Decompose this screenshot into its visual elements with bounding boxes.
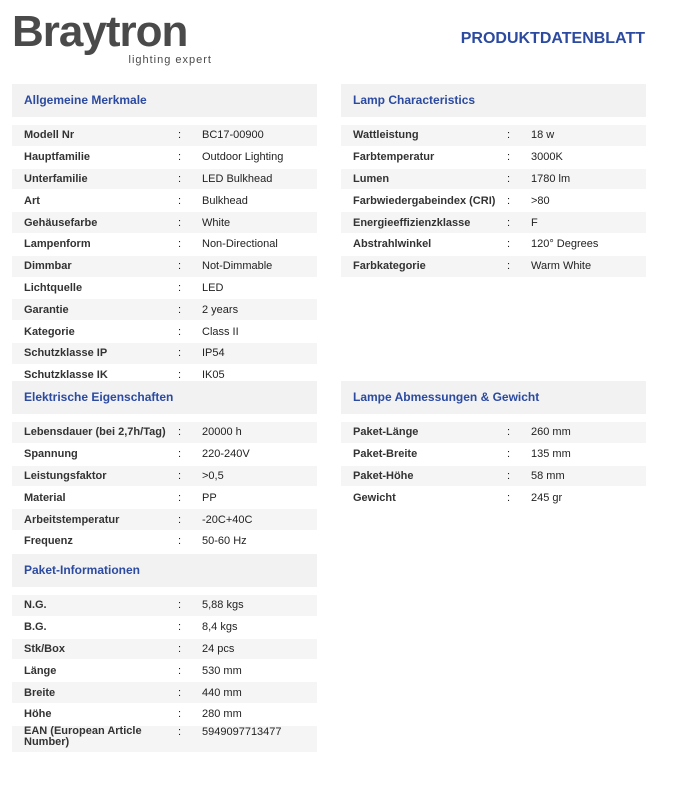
section-lampe-abmessungen [341,381,646,509]
brand-logo [12,7,222,68]
spec-separator: : [178,347,182,360]
spec-value: PP [202,491,217,504]
spec-label: Art [24,194,40,207]
spec-separator: : [178,513,182,526]
spec-separator: : [507,194,511,207]
spec-separator: : [178,369,182,382]
spec-table [12,422,317,553]
spec-separator: : [507,238,511,251]
spec-row [12,422,317,444]
spec-separator: : [178,448,182,461]
spec-separator: : [178,129,182,142]
spec-row [12,466,317,488]
spec-value: 1780 lm [531,172,571,185]
spec-row [12,682,317,704]
spec-separator: : [178,325,182,338]
spec-label: Stk/Box [24,642,65,655]
spec-label: Lampenform [24,238,91,251]
spec-value: 8,4 kgs [202,621,238,634]
spec-value: 18 w [531,129,555,142]
spec-label: Schutzklasse IP [24,347,108,360]
spec-label: Material [24,491,66,504]
spec-separator: : [507,151,511,164]
spec-label: Leistungsfaktor [24,469,107,482]
spec-value: BC17-00900 [202,129,264,142]
spec-value: Outdoor Lighting [202,151,284,164]
spec-separator: : [178,216,182,229]
spec-value: 280 mm [202,708,242,721]
spec-label: Abstrahlwinkel [353,238,432,251]
spec-label: Gehäusefarbe [24,216,98,229]
spec-row [341,256,646,278]
spec-value: Non-Directional [202,238,278,251]
spec-row [341,422,646,444]
spec-row [12,595,317,617]
spec-separator: : [178,469,182,482]
spec-separator: : [507,448,511,461]
spec-row [341,125,646,147]
spec-label: Unterfamilie [24,172,88,185]
spec-table [341,125,646,278]
spec-separator: : [507,260,511,273]
spec-separator: : [178,664,182,677]
spec-label: B.G. [24,621,47,634]
spec-value: 260 mm [531,426,571,439]
spec-label: Frequenz [24,535,73,548]
spec-separator: : [178,303,182,316]
spec-table [341,422,646,509]
spec-separator: : [507,172,511,185]
spec-separator: : [178,642,182,655]
spec-row [12,444,317,466]
spec-value: 50-60 Hz [202,535,247,548]
section-allgemeine-merkmale [12,84,317,387]
spec-row [341,169,646,191]
section-paket-informationen [12,554,317,753]
spec-separator: : [507,216,511,229]
spec-row [341,147,646,169]
spec-value: 2 years [202,303,239,316]
spec-separator: : [507,426,511,439]
spec-label: Farbkategorie [353,260,426,273]
spec-value: 3000K [531,151,563,164]
spec-value: White [202,216,231,229]
spec-value: LED [202,281,224,294]
spec-separator: : [178,194,182,207]
spec-label: Garantie [24,303,69,316]
spec-value: 5,88 kgs [202,599,244,612]
spec-label: Breite [24,686,56,699]
spec-row [341,190,646,212]
spec-value: Class II [202,325,239,338]
spec-value: IP54 [202,347,225,360]
spec-value: 120° Degrees [531,238,599,251]
spec-row [341,444,646,466]
spec-value: LED Bulkhead [202,172,273,185]
spec-separator: : [178,491,182,504]
spec-label: Modell Nr [24,129,75,142]
spec-separator: : [178,281,182,294]
spec-value: Bulkhead [202,194,248,207]
logo-wordmark: Braytron [12,7,188,56]
spec-separator: : [178,238,182,251]
spec-row [12,509,317,531]
spec-label: Lebensdauer (bei 2,7h/Tag) [24,426,166,439]
spec-label: Hauptfamilie [24,151,91,164]
spec-label: Farbtemperatur [353,151,435,164]
spec-separator: : [178,426,182,439]
spec-row [12,169,317,191]
spec-value: 5949097713477 [202,725,282,738]
spec-value: 245 gr [531,491,563,504]
spec-table [12,595,317,753]
spec-row [12,321,317,343]
spec-label: Arbeitstemperatur [24,513,120,526]
spec-value: 530 mm [202,664,242,677]
spec-row [12,531,317,553]
spec-value: 220-240V [202,448,250,461]
spec-row [12,212,317,234]
spec-label: Paket-Höhe [353,469,414,482]
spec-row [12,278,317,300]
spec-row [12,639,317,661]
spec-label: Gewicht [353,491,396,504]
spec-separator: : [507,129,511,142]
spec-row [341,212,646,234]
spec-row [12,660,317,682]
spec-separator: : [507,491,511,504]
spec-value: 58 mm [531,469,565,482]
spec-value: 135 mm [531,448,571,461]
spec-table [12,125,317,387]
spec-value: 20000 h [202,426,242,439]
spec-label: Lumen [353,172,390,185]
spec-label: Dimmbar [24,260,72,273]
spec-separator: : [178,260,182,273]
spec-label: Paket-Länge [353,426,419,439]
spec-separator: : [178,621,182,634]
section-title: Lamp Characteristics [341,84,646,117]
spec-label: Lichtquelle [24,281,83,294]
spec-row [12,487,317,509]
spec-separator: : [178,151,182,164]
spec-value: -20C+40C [202,513,253,526]
section-title: Elektrische Eigenschaften [12,381,317,414]
spec-separator: : [178,725,182,738]
spec-row [12,299,317,321]
spec-value: IK05 [202,369,225,382]
spec-row [12,343,317,365]
spec-row [341,487,646,509]
spec-label: Paket-Breite [353,448,418,461]
spec-separator: : [178,535,182,548]
spec-label: Länge [24,664,57,677]
spec-label: Wattleistung [353,129,419,142]
spec-label: Farbwiedergabeindex (CRI) [353,194,496,207]
spec-row [12,704,317,726]
spec-row [12,147,317,169]
spec-row [12,234,317,256]
spec-row [341,234,646,256]
spec-row [12,125,317,147]
spec-label: EAN (European Article Number) [24,724,142,748]
spec-label: Schutzklasse IK [24,369,108,382]
spec-label: Energieeffizienzklasse [353,216,471,229]
logo-tagline: lighting expert [128,54,212,66]
spec-value: Not-Dimmable [202,260,273,273]
section-title: Allgemeine Merkmale [12,84,317,117]
spec-row [12,617,317,639]
spec-label: Höhe [24,708,52,721]
spec-value: 440 mm [202,686,242,699]
spec-value: >80 [531,194,550,207]
spec-separator: : [178,686,182,699]
spec-separator: : [178,708,182,721]
spec-label: N.G. [24,599,47,612]
spec-row [12,256,317,278]
section-title: Paket-Informationen [12,554,317,587]
spec-separator: : [507,469,511,482]
spec-label: Kategorie [24,325,75,338]
spec-separator: : [178,599,182,612]
section-lamp-characteristics [341,84,646,278]
section-elektrische-eigenschaften [12,381,317,553]
spec-value: F [531,216,538,229]
spec-row [341,466,646,488]
document-title: PRODUKTDATENBLATT [460,30,645,47]
spec-label: Spannung [24,448,78,461]
spec-separator: : [178,172,182,185]
spec-row [12,726,317,753]
spec-value: Warm White [531,260,592,273]
spec-value: 24 pcs [202,642,235,655]
section-title: Lampe Abmessungen & Gewicht [341,381,646,414]
spec-value: >0,5 [202,469,224,482]
spec-row [12,190,317,212]
